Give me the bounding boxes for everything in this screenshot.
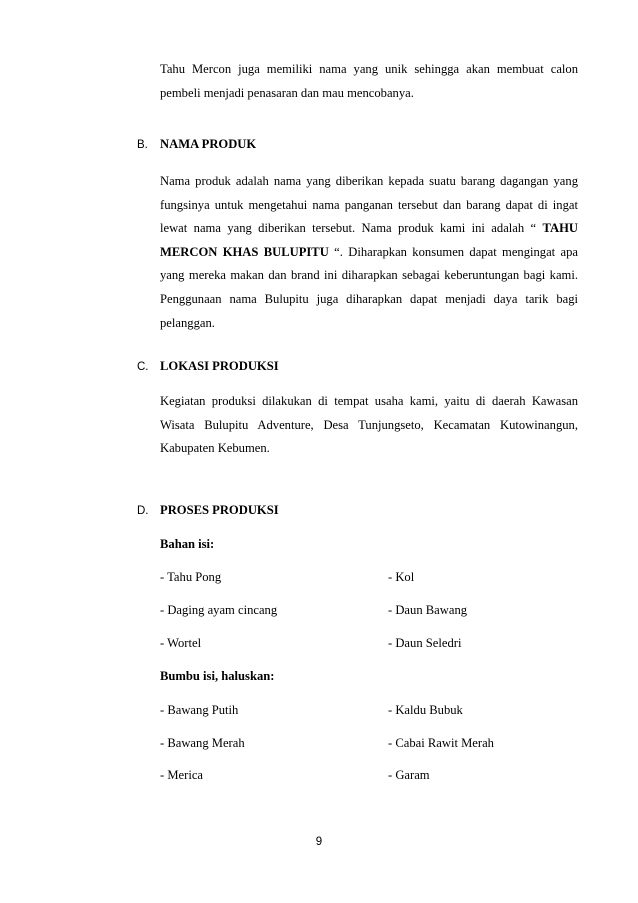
- section-b-bold-tahu: TAHU: [542, 221, 578, 236]
- section-b-line-3: [160, 217, 578, 241]
- section-b-line-4-text: “. Diharapkan konsumen dapat mengingat apa: [334, 244, 578, 259]
- section-c-line-1: Kegiatan produksi dilakukan di tempat usaha kami, yaitu di daerah Kawasan: [160, 394, 578, 408]
- bahan-item: - Tahu Pong: [160, 570, 222, 584]
- section-b-line-7: pelanggan.: [160, 315, 215, 330]
- bumbu-item: - Merica: [160, 768, 204, 782]
- section-b-heading: NAMA PRODUK: [160, 137, 257, 151]
- section-b-paragraph: [160, 170, 578, 335]
- section-b-line-1: Nama produk adalah nama yang diberikan kepada suatu barang dagangan yang: [160, 174, 578, 188]
- section-c-line-2: Wisata Bulupitu Adventure, Desa Tunjungseto, Kecamatan Kutowinangun,: [160, 417, 578, 432]
- section-d-letter: D.: [137, 505, 149, 517]
- section-b-letter: B.: [137, 139, 148, 151]
- section-b-bold-brand: MERCON KHAS BULUPITU: [160, 244, 329, 259]
- section-c-line-3: Kabupaten Kebumen.: [160, 441, 270, 456]
- bumbu-item: - Cabai Rawit Merah: [388, 736, 494, 750]
- section-b-line-6: Penggunaan nama Bulupitu juga diharapkan dapat menjadi daya tarik bagi: [160, 291, 578, 306]
- section-b-line-4: [160, 241, 578, 265]
- bahan-item: - Daging ayam cincang: [160, 603, 278, 617]
- bahan-item: - Wortel: [160, 636, 202, 650]
- bahan-item: - Daun Bawang: [388, 603, 468, 617]
- bumbu-item: - Garam: [388, 768, 430, 782]
- bumbu-item: - Bawang Putih: [160, 703, 239, 717]
- bahan-isi-heading: Bahan isi:: [160, 537, 215, 551]
- page-number: 9: [315, 836, 323, 848]
- section-c-heading: LOKASI PRODUKSI: [160, 359, 279, 373]
- bumbu-isi-heading: Bumbu isi, haluskan:: [160, 669, 275, 683]
- section-c-paragraph: [160, 390, 578, 461]
- bumbu-item: - Bawang Merah: [160, 736, 245, 750]
- section-c-letter: C.: [137, 361, 149, 373]
- intro-paragraph: [160, 58, 578, 105]
- intro-line-2: pembeli menjadi penasaran dan mau mencobanya.: [160, 85, 414, 100]
- bahan-item: - Kol: [388, 570, 415, 584]
- bahan-item: - Daun Seledri: [388, 636, 462, 650]
- intro-line-1: Tahu Mercon juga memiliki nama yang unik sehingga akan membuat calon: [160, 62, 578, 76]
- section-b-line-2: fungsinya untuk mengetahui nama panganan tersebut dan barang dapat di ingat: [160, 197, 578, 212]
- section-b-line-5: yang mereka makan dan brand ini diharapkan sebagai keberuntungan bagi kami.: [160, 268, 578, 283]
- bumbu-item: - Kaldu Bubuk: [388, 703, 463, 717]
- section-b-line-3-text: lewat nama yang diberikan tersebut. Nama produk kami ini adalah “: [160, 221, 537, 236]
- section-d-heading: PROSES PRODUKSI: [160, 503, 279, 517]
